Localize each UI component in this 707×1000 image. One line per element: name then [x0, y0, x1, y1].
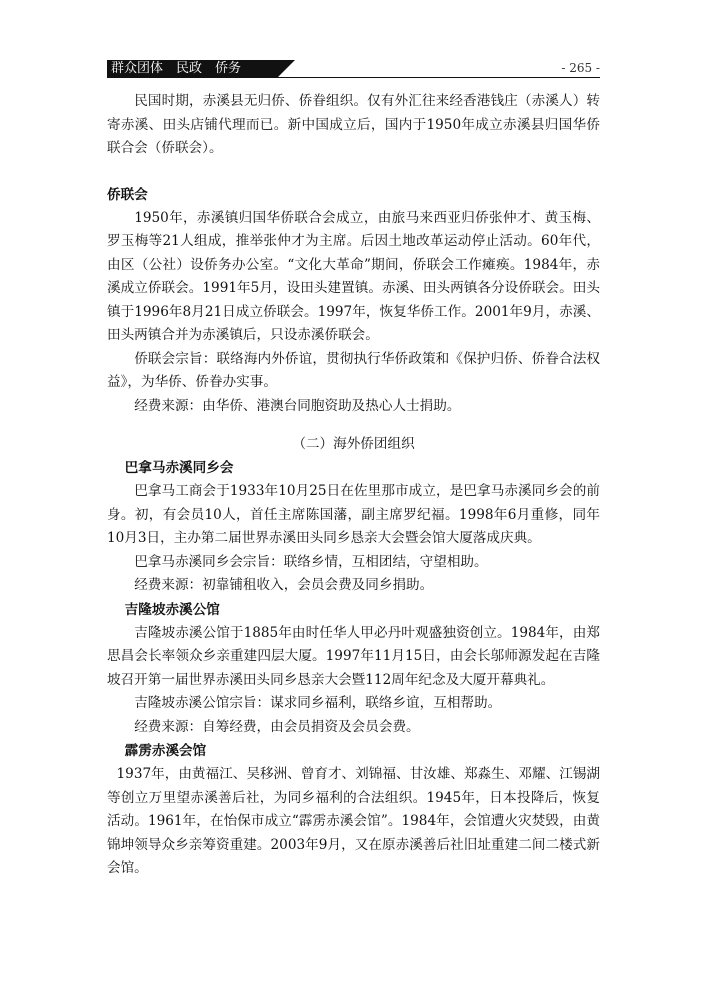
panama-purpose: 巴拿马赤溪同乡会宗旨：联络乡情，互相团结，守望相助。 — [134, 553, 488, 570]
panama-history: 巴拿马工商会于1933年10月25日在佐里那市成立，是巴拿马赤溪同乡会的前身。初，有会员10人，首任主席陈国藩，副主席罗纪福。1998年6月重修，同年10月3日，主办第二届世界赤溪田头同乡恳亲大会暨会馆大厦落成庆典。 — [107, 483, 600, 546]
page-body — [107, 90, 600, 881]
overseas-section-heading: （二）海外侨团组织 — [292, 436, 415, 452]
header-tab-wedge — [277, 60, 295, 78]
spacer — [107, 418, 600, 432]
qiaolian-purpose: 侨联会宗旨：联络海内外侨谊，贯彻执行华侨政策和《保护归侨、侨眷合法权益》，为华侨、侨眷办实事。 — [107, 350, 600, 390]
kuala-lumpur-hall-heading: 吉隆坡赤溪公馆 — [124, 601, 220, 618]
perak-history: 1937年，由黄福江、吴移洲、曾育才、刘锦福、甘汝雄、郑淼生、邓耀、江锡湖等创立万里望赤溪善后社，为同乡福利的合法组织。1945年，日本投降后，恢复活动。1961年，在怡保市成立“霹雳赤溪会馆”。1984年，会馆遭火灾焚毁，由黄锦坤领导众乡亲筹资重建。2003年9月，又在原赤溪善后社旧址重建二间二楼式新会馆。 — [107, 766, 600, 876]
page-header — [107, 60, 600, 78]
page-number: - 265 - — [561, 61, 600, 75]
kuala-lumpur-purpose: 吉隆坡赤溪公馆宗旨：谋求同乡福利，联络乡谊，互相帮助。 — [134, 695, 502, 711]
qiaolian-funding: 经费来源：由华侨、港澳台同胞资助及热心人士捐助。 — [134, 397, 461, 414]
qiaolian-paragraph: 1950年，赤溪镇归国华侨联合会成立，由旅马来西亚归侨张仲才、黄玉梅、罗玉梅等21人组成，推举张仲才为主席。后因土地改革运动停止活动。60年代，由区（公社）设侨务办公室。“文化大革命”期间，侨联会工作瘫痪。1984年，赤溪成立侨联会。1991年5月，设田头建置镇。赤溪、田头两镇各分设侨联会。田头镇于1996年8月21日成立侨联会。1997年，恢复华侨工作。2001年9月，赤溪、田头两镇合并为赤溪镇后，只设赤溪侨联会。 — [107, 209, 600, 343]
panama-funding: 经费来源：初靠铺租收入，会员会费及同乡捐助。 — [134, 577, 434, 593]
kuala-lumpur-funding: 经费来源：自筹经费，由会员捐资及会员会费。 — [134, 718, 420, 735]
intro-paragraph: 民国时期，赤溪县无归侨、侨眷组织。仅有外汇往来经香港钱庄（赤溪人）转寄赤溪、田头店铺代理而已。新中国成立后，国内于1950年成立赤溪县归国华侨联合会（侨联会）。 — [107, 93, 600, 156]
panama-association-heading: 巴拿马赤溪同乡会 — [124, 460, 234, 476]
section-title-tab: 群众团体 民政 侨务 — [107, 60, 277, 78]
kuala-lumpur-history: 吉隆坡赤溪公馆于1885年由时任华人甲必丹叶观盛独资创立。1984年，由郑思昌会长率领众乡亲重建四层大厦。1997年11月15日，由会长邬师源发起在吉隆坡召开第一届世界赤溪田头同乡恳亲大会暨112周年纪念及大厦开幕典礼。 — [107, 624, 600, 688]
perak-hall-heading: 霹雳赤溪会馆 — [124, 743, 207, 759]
header-rule — [107, 77, 600, 78]
spacer — [107, 161, 600, 183]
qiaolian-heading: 侨联会 — [107, 186, 148, 203]
